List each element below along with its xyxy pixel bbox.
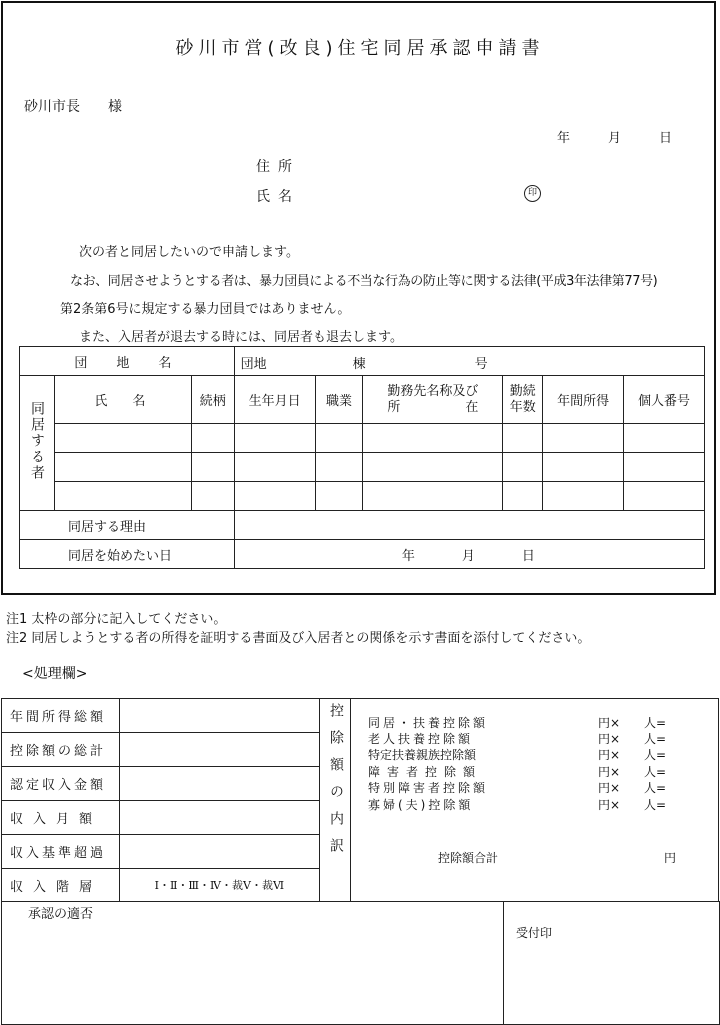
deduction-label-2: 老人扶養控除額 xyxy=(368,732,474,746)
reason-label: 同居する理由 xyxy=(20,511,235,540)
deduction-vertical-cell: 控除額の内訳 xyxy=(319,698,351,902)
annual-income-label: 年間所得総額 xyxy=(2,699,120,733)
deduction-total-label: 控除額の総計 xyxy=(2,733,120,767)
date-field[interactable]: 年 月 日 xyxy=(557,131,677,146)
deduction-label-1: 同居・扶養控除額 xyxy=(368,716,489,730)
deduction-label-3: 特定扶養親族控除額 xyxy=(368,748,477,762)
receipt-stamp-box[interactable] xyxy=(503,901,720,1025)
deduction-label-5: 特別障害者控除額 xyxy=(368,781,489,795)
income-excess-label: 収入基準超過 xyxy=(2,835,120,869)
table-row xyxy=(20,453,705,482)
danchi-name-label: 団 地 名 xyxy=(20,347,235,376)
form-title: 砂川市営(改良)住宅同居承認申請書 xyxy=(175,38,545,59)
certified-income-label: 認定収入金額 xyxy=(2,767,120,801)
income-tier-label: 収入階層 xyxy=(2,869,120,902)
body-line-1: 次の者と同居したいので申請します。 xyxy=(79,245,299,260)
monthly-income-label: 収入月額 xyxy=(2,801,120,835)
deduction-label-6: 寡婦(夫)控除額 xyxy=(368,798,474,812)
cohabitant-table xyxy=(19,346,705,569)
body-line-2: なお、同居させようとする者は、暴力団員による不当な行為の防止等に関する法律(平成3年法律第77号) xyxy=(70,274,658,289)
deduction-total-unit[interactable]: 円 xyxy=(664,851,677,865)
receipt-label: 受付印 xyxy=(516,926,553,940)
income-tier-options[interactable]: Ⅰ・Ⅱ・Ⅲ・Ⅳ・裁Ⅴ・裁Ⅵ xyxy=(119,869,319,902)
header-income: 年間所得 xyxy=(543,376,624,424)
deduction-calc-1[interactable]: 円× 人= xyxy=(598,716,667,730)
note-2: 注2 同居しようとする者の所得を証明する書面及び入居者との関係を示す書面を添付してください。 xyxy=(6,631,591,646)
start-date-field[interactable]: 年 月 日 xyxy=(234,540,704,569)
deduction-calc-4[interactable]: 円× 人= xyxy=(598,765,667,779)
header-name: 氏 名 xyxy=(54,376,191,424)
approval-box[interactable] xyxy=(1,901,504,1025)
deduction-calc-6[interactable]: 円× 人= xyxy=(598,798,667,812)
table-row xyxy=(20,482,705,511)
number-label: 号 xyxy=(474,357,488,372)
address-label: 住所 xyxy=(256,159,300,175)
header-relation: 続柄 xyxy=(191,376,234,424)
deduction-calc-2[interactable]: 円× 人= xyxy=(598,732,667,746)
reason-field[interactable] xyxy=(234,511,704,540)
table-row xyxy=(20,424,705,453)
body-line-4: また、入居者が退去する時には、同居者も退去します。 xyxy=(79,330,403,345)
approval-label: 承認の適否 xyxy=(28,907,94,922)
header-id: 個人番号 xyxy=(624,376,705,424)
body-line-3: 第2条第6号に規定する暴力団員ではありません。 xyxy=(60,302,351,317)
deduction-calc-5[interactable]: 円× 人= xyxy=(598,781,667,795)
cohabitant-vertical-label: 同居する者 xyxy=(20,376,55,511)
header-birthdate: 生年月日 xyxy=(234,376,315,424)
danchi-label: 団地 xyxy=(240,357,267,372)
processing-heading: <処理欄> xyxy=(22,666,88,682)
header-occupation: 職業 xyxy=(315,376,363,424)
seal-mark: 印 xyxy=(524,185,541,202)
name-label: 氏名 xyxy=(256,189,300,205)
deduction-calc-3[interactable]: 円× 人= xyxy=(598,748,667,762)
deduction-label-4: 障害者控除額 xyxy=(368,765,483,779)
income-table xyxy=(1,698,320,902)
header-years: 勤続 年数 xyxy=(503,376,543,424)
danchi-field[interactable] xyxy=(234,347,704,376)
deduction-total-sum-label: 控除額合計 xyxy=(438,851,499,865)
addressee: 砂川市長 様 xyxy=(24,99,122,115)
start-date-label: 同居を始めたい日 xyxy=(20,540,235,569)
header-workplace: 勤務先名称及び 所 在 xyxy=(363,376,503,424)
building-label: 棟 xyxy=(352,357,366,372)
note-1: 注1 太枠の部分に記入してください。 xyxy=(6,612,227,627)
